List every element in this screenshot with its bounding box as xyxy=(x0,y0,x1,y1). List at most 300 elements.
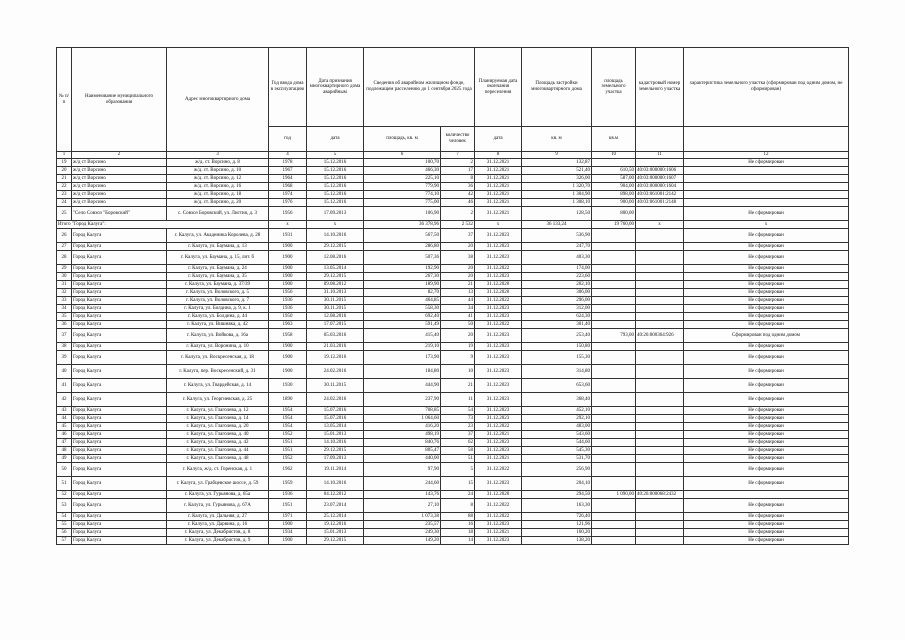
cell-land-area: 610,50 xyxy=(592,167,636,175)
cell-num: 20 xyxy=(57,167,72,175)
cell-num: 38 xyxy=(57,343,72,351)
cell-cadastral xyxy=(636,159,684,167)
cell-address: с. Совхоз Боровский, ул. Листия, д. 3 xyxy=(167,207,269,221)
col-number: 8 xyxy=(475,152,522,159)
cell-cadastral: 40:26:000364:926 xyxy=(636,329,684,343)
subheader-area: площадь, кв. м xyxy=(364,127,441,152)
table-row xyxy=(57,321,849,329)
cell-address: г. Калуга, ул. Глаголева, д. 12 xyxy=(167,407,269,415)
cell-cadastral xyxy=(636,343,684,351)
cell-plan: 31.12.2020 xyxy=(475,289,522,297)
cell-date: 14.10.2016 xyxy=(307,439,364,447)
cell-cadastral xyxy=(636,439,684,447)
cell-area: 805,47 xyxy=(364,447,441,455)
cell-year: 1936 xyxy=(269,305,307,313)
cell-people: 10 xyxy=(441,365,475,379)
total-date: x xyxy=(307,221,364,229)
cell-people: 58 xyxy=(441,447,475,455)
cell-area: 106,90 xyxy=(364,207,441,221)
cell-year: 1956 xyxy=(269,207,307,221)
table-row xyxy=(57,251,849,265)
column-number-row xyxy=(57,152,849,159)
cell-land-char: Не сформирован xyxy=(684,321,849,329)
cell-people: 20 xyxy=(441,329,475,343)
subheader-sqm: кв. м xyxy=(522,127,592,152)
cell-address: г. Калуга, ул. Дальняя, д. 27 xyxy=(167,513,269,521)
cell-date: 09.08.2012 xyxy=(307,281,364,289)
cell-land-char: Не сформирован xyxy=(684,297,849,305)
table-row xyxy=(57,431,849,439)
cell-area: 567,50 xyxy=(364,229,441,243)
cell-municipality: Город Калуга xyxy=(72,407,167,415)
col-number: 11 xyxy=(636,152,684,159)
cell-num: 36 xyxy=(57,321,72,329)
cell-num: 56 xyxy=(57,529,72,537)
header-address: Адрес многоквартирного дома xyxy=(167,48,269,152)
cell-area: 189,90 xyxy=(364,281,441,289)
cell-date: 15.01.2013 xyxy=(307,431,364,439)
cell-address: г. Калуга, ул. Воскресенская, д. 18 xyxy=(167,351,269,365)
cell-cadastral xyxy=(636,379,684,393)
cell-num: 37 xyxy=(57,329,72,343)
cell-people: 62 xyxy=(441,439,475,447)
cell-plan: 31.12.2022 xyxy=(475,463,522,477)
cell-address: ж/д. ст. Ворсино, д. 12 xyxy=(167,175,269,183)
cell-area: 237,90 xyxy=(364,393,441,407)
cell-municipality: Город Калуга xyxy=(72,463,167,477)
total-section xyxy=(57,221,849,229)
cell-plan: 31.12.2023 xyxy=(475,351,522,365)
table-row xyxy=(57,351,849,365)
header-building-area: Площадь застройки многоквартирного дома xyxy=(522,48,592,127)
cell-land-area: 793,00 xyxy=(592,329,636,343)
cell-year: 1900 xyxy=(269,343,307,351)
cell-land-char: Не сформирован xyxy=(684,265,849,273)
cell-land-char: Не сформирован xyxy=(684,431,849,439)
cell-date: 19.11.2014 xyxy=(307,463,364,477)
cell-cadastral xyxy=(636,431,684,439)
cell-date: 15.07.2016 xyxy=(307,407,364,415)
cell-building-area: 544,60 xyxy=(522,439,592,447)
cell-land-area xyxy=(592,281,636,289)
cell-land-area xyxy=(592,463,636,477)
cell-land-area: 900,00 xyxy=(592,199,636,207)
col-number: 2 xyxy=(72,152,167,159)
cell-municipality: Город Калуга xyxy=(72,477,167,491)
cell-num: 31 xyxy=(57,281,72,289)
cell-year: 1974 xyxy=(269,191,307,199)
cell-land-char xyxy=(684,191,849,199)
total-land-area: 19 760,00 xyxy=(592,221,636,229)
cell-cadastral xyxy=(636,407,684,415)
cell-address: г. Калуга, ул. Академика Королева, д. 28 xyxy=(167,229,269,243)
cell-land-char: Не сформирован xyxy=(684,207,849,221)
cell-address: г. Калуга, ул. Баумана, д. 37/39 xyxy=(167,281,269,289)
cell-land-char: Не сформирован xyxy=(684,423,849,431)
cell-plan: 31.12.2021 xyxy=(475,199,522,207)
cell-plan: 31.12.2023 xyxy=(475,415,522,423)
cell-year: 1936 xyxy=(269,297,307,305)
cell-plan: 31.12.2022 xyxy=(475,321,522,329)
cell-people: 13 xyxy=(441,289,475,297)
cell-date: 14.10.2016 xyxy=(307,229,364,243)
table-row xyxy=(57,167,849,175)
cell-building-area: 204,10 xyxy=(522,477,592,491)
cell-cadastral xyxy=(636,297,684,305)
table-row xyxy=(57,463,849,477)
header-year-built: Год ввода дома в эксплуатацию xyxy=(269,48,307,127)
cell-date: 14.10.2016 xyxy=(307,477,364,491)
cell-plan: 31.12.2023 xyxy=(475,305,522,313)
cell-num: 22 xyxy=(57,183,72,191)
cell-people: 17 xyxy=(441,167,475,175)
cell-municipality: Город Калуга xyxy=(72,513,167,521)
cell-area: 416,20 xyxy=(364,423,441,431)
cell-land-area xyxy=(592,265,636,273)
cell-municipality: Город Калуга xyxy=(72,329,167,343)
cell-municipality: Город Калуга xyxy=(72,491,167,499)
cell-land-area xyxy=(592,513,636,521)
table-row xyxy=(57,379,849,393)
cell-land-char: Не сформирован xyxy=(684,159,849,167)
cell-building-area: 403,30 xyxy=(522,251,592,265)
total-land-char: x xyxy=(684,221,849,229)
cell-land-char xyxy=(684,167,849,175)
cell-people: 88 xyxy=(441,513,475,521)
cell-num: 32 xyxy=(57,289,72,297)
cell-people: 54 xyxy=(441,407,475,415)
cell-plan: 31.12.2023 xyxy=(475,273,522,281)
cell-area: 692,40 xyxy=(364,313,441,321)
cell-area: 192,90 xyxy=(364,265,441,273)
cell-year: 1930 xyxy=(269,379,307,393)
cell-num: 51 xyxy=(57,477,72,491)
cell-num: 47 xyxy=(57,439,72,447)
cell-land-area xyxy=(592,499,636,513)
cell-address: ж/д. ст. Ворсино, д. 10 xyxy=(167,167,269,175)
cell-plan: 31.12.2021 xyxy=(475,175,522,183)
cell-date: 15.01.2013 xyxy=(307,529,364,537)
cell-address: г. Калуга, ул. Воловского, д. 7 xyxy=(167,297,269,305)
table-header xyxy=(57,48,849,159)
cell-date: 19.12.2016 xyxy=(307,351,364,365)
cell-num: 19 xyxy=(57,159,72,167)
cell-date: 21.03.2016 xyxy=(307,343,364,351)
col-number: 10 xyxy=(592,152,636,159)
cell-plan: 31.12.2023 xyxy=(475,393,522,407)
cell-area: 286,80 xyxy=(364,243,441,251)
cell-land-char: Не сформирован xyxy=(684,343,849,351)
cell-address: г. Калуга, ул. Глаголева, д. 42 xyxy=(167,439,269,447)
cell-people: 20 xyxy=(441,265,475,273)
cell-num: 54 xyxy=(57,513,72,521)
cell-num: 46 xyxy=(57,431,72,439)
cell-municipality: Город Калуга xyxy=(72,273,167,281)
cell-people: 41 xyxy=(441,313,475,321)
cell-address: г. Калуга, ул. Баумана, д. 15, лит. б xyxy=(167,251,269,265)
cell-plan: 31.12.2023 xyxy=(475,343,522,351)
cell-area: 143,76 xyxy=(364,491,441,499)
cell-num: 23 xyxy=(57,191,72,199)
cell-people: 36 xyxy=(441,183,475,191)
cell-people: 21 xyxy=(441,379,475,393)
cell-people: 14 xyxy=(441,537,475,545)
cell-building-area: 326,00 xyxy=(522,175,592,183)
cell-building-area: 536,90 xyxy=(522,229,592,243)
cell-date: 30.11.2015 xyxy=(307,297,364,305)
cell-plan: 31.12.2023 xyxy=(475,379,522,393)
cell-land-area xyxy=(592,289,636,297)
housing-register-table xyxy=(56,47,849,545)
cell-plan: 31.12.2021 xyxy=(475,183,522,191)
cell-area: 173,90 xyxy=(364,351,441,365)
cell-cadastral xyxy=(636,313,684,321)
cell-address: г. Калуга, ул. Грабцевское шоссе, д. 59 xyxy=(167,477,269,491)
cell-cadastral xyxy=(636,447,684,455)
cell-municipality: Город Калуга xyxy=(72,439,167,447)
cell-cadastral xyxy=(636,537,684,545)
cell-num: 35 xyxy=(57,313,72,321)
cell-date: 29.12.2015 xyxy=(307,273,364,281)
cell-address: г. Калуга, ул. Гвардейская, д. 14 xyxy=(167,379,269,393)
cell-address: г. Калуга, ул. Глаголева, д. 40 xyxy=(167,431,269,439)
cell-people: 20 xyxy=(441,273,475,281)
cell-people: 11 xyxy=(441,393,475,407)
cell-year: 1900 xyxy=(269,281,307,289)
col-number: 5 xyxy=(307,152,364,159)
cell-year: 1931 xyxy=(269,229,307,243)
cell-municipality: Город Калуга xyxy=(72,289,167,297)
cell-municipality: ж/д ст Ворсино xyxy=(72,159,167,167)
table-row xyxy=(57,297,849,305)
cell-year: 1971 xyxy=(269,513,307,521)
cell-land-area xyxy=(592,423,636,431)
cell-municipality: Город Калуга xyxy=(72,351,167,365)
total-row xyxy=(57,221,849,229)
cell-area: 774,10 xyxy=(364,191,441,199)
subheader-date: дата xyxy=(307,127,364,152)
cell-year: 1900 xyxy=(269,243,307,251)
header-info-fund: Сведения об аварийном жилищном фонде, подлежащем расселению до 1 сентября 2025 года xyxy=(364,48,475,127)
cell-land-area xyxy=(592,379,636,393)
table-row xyxy=(57,305,849,313)
cell-year: 1950 xyxy=(269,313,307,321)
cell-land-area xyxy=(592,365,636,379)
cell-date: 29.12.2015 xyxy=(307,537,364,545)
cell-people: 42 xyxy=(441,191,475,199)
cell-building-area: 121,96 xyxy=(522,521,592,529)
cell-area: 591,49 xyxy=(364,321,441,329)
cell-date: 17.09.2013 xyxy=(307,207,364,221)
table-row xyxy=(57,281,849,289)
cell-year: 1963 xyxy=(269,321,307,329)
cell-date: 29.12.2015 xyxy=(307,243,364,251)
cell-num: 30 xyxy=(57,273,72,281)
cell-people: 24 xyxy=(441,491,475,499)
cell-area: 27,10 xyxy=(364,499,441,513)
table-row xyxy=(57,499,849,513)
cell-cadastral: 40:03:000000:1604 xyxy=(636,183,684,191)
cell-date: 17.09.2013 xyxy=(307,455,364,463)
cell-municipality: Город Калуга xyxy=(72,313,167,321)
cell-date: 13.05.2014 xyxy=(307,265,364,273)
cell-municipality: Город Калуга xyxy=(72,423,167,431)
cell-plan: 31.12.2022 xyxy=(475,297,522,305)
col-number: 6 xyxy=(364,152,441,159)
cell-address: г. Калуга, ул. Гурьянова, д. 65а xyxy=(167,491,269,499)
header-date-emergency: Дата признания многоквартирного дома аварийным xyxy=(307,48,364,127)
cell-address: г. Калуга, ул. Баумана, д. 13 xyxy=(167,243,269,251)
cell-building-area: 296,00 xyxy=(522,297,592,305)
cell-land-char: Не сформирован xyxy=(684,281,849,289)
cell-num: 21 xyxy=(57,175,72,183)
cell-date: 15.12.2016 xyxy=(307,191,364,199)
subheader-blank-11 xyxy=(636,127,684,152)
cell-year: 1978 xyxy=(269,159,307,167)
cell-num: 27 xyxy=(57,243,72,251)
table-body-part1 xyxy=(57,159,849,221)
cell-municipality: Город Калуга xyxy=(72,305,167,313)
cell-area: 219,10 xyxy=(364,343,441,351)
cell-building-area: 521,40 xyxy=(522,167,592,175)
cell-building-area: 726,40 xyxy=(522,513,592,521)
cell-num: 24 xyxy=(57,199,72,207)
cell-date: 30.11.2015 xyxy=(307,305,364,313)
cell-year: 1900 xyxy=(269,351,307,365)
cell-cadastral: 40:26:000068:2432 xyxy=(636,491,684,499)
table-row xyxy=(57,175,849,183)
cell-address: г. Калуга, ул. Глаголева, д. 20 xyxy=(167,423,269,431)
cell-land-area: 904,00 xyxy=(592,183,636,191)
cell-year: 1951 xyxy=(269,439,307,447)
cell-people: 73 xyxy=(441,415,475,423)
cell-land-char: Не сформирован xyxy=(684,351,849,365)
cell-date: 15.12.2016 xyxy=(307,167,364,175)
cell-people: 5 xyxy=(441,463,475,477)
table-row xyxy=(57,447,849,455)
table-row xyxy=(57,183,849,191)
cell-plan: 31.12.2023 xyxy=(475,537,522,545)
cell-land-area xyxy=(592,343,636,351)
cell-land-area: 1 090,00 xyxy=(592,491,636,499)
cell-municipality: Город Калуга xyxy=(72,379,167,393)
cell-people: 37 xyxy=(441,229,475,243)
cell-date: 05.03.2016 xyxy=(307,329,364,343)
cell-land-area xyxy=(592,273,636,281)
cell-land-char: Не сформирован xyxy=(684,289,849,297)
cell-land-char: Не сформирован xyxy=(684,447,849,455)
cell-area: 235,57 xyxy=(364,521,441,529)
table-row xyxy=(57,365,849,379)
cell-area: 267,30 xyxy=(364,273,441,281)
total-building-area: 36 133,24 xyxy=(522,221,592,229)
cell-municipality: Город Калуга xyxy=(72,521,167,529)
cell-people: 51 xyxy=(441,455,475,463)
cell-land-char: Не сформирован xyxy=(684,229,849,243)
cell-address: г. Калуга, ул. Декабристов, д. 8 xyxy=(167,529,269,537)
cell-building-area: 452,10 xyxy=(522,407,592,415)
table-row xyxy=(57,159,849,167)
col-number: 7 xyxy=(441,152,475,159)
cell-land-char: Сформирован под одним домом xyxy=(684,329,849,343)
cell-cadastral xyxy=(636,499,684,513)
cell-address: г. Калуга, ж/д. ст. Горенская, д. 1 xyxy=(167,463,269,477)
total-people: 2 532 xyxy=(441,221,475,229)
cell-building-area: 247,70 xyxy=(522,243,592,251)
cell-land-area xyxy=(592,229,636,243)
cell-cadastral: 40:03:000000:1607 xyxy=(636,175,684,183)
cell-municipality: Город Калуга xyxy=(72,251,167,265)
cell-cadastral xyxy=(636,243,684,251)
cell-land-area xyxy=(592,431,636,439)
cell-building-area: 653,60 xyxy=(522,379,592,393)
cell-municipality: Город Калуга xyxy=(72,229,167,243)
cell-date: 23.07.2014 xyxy=(307,499,364,513)
cell-year: 1956 xyxy=(269,289,307,297)
cell-land-area xyxy=(592,477,636,491)
cell-num: 34 xyxy=(57,305,72,313)
cell-year: 1890 xyxy=(269,393,307,407)
cell-people: 44 xyxy=(441,297,475,305)
cell-address: г. Калуга, ул. Войкова, д. 16а xyxy=(167,329,269,343)
cell-plan: 31.12.2020 xyxy=(475,491,522,499)
cell-land-char xyxy=(684,491,849,499)
cell-plan: 31.12.2021 xyxy=(475,207,522,221)
cell-land-char: Не сформирован xyxy=(684,537,849,545)
cell-date: 30.11.2015 xyxy=(307,379,364,393)
cell-cadastral xyxy=(636,281,684,289)
cell-area: 779,90 xyxy=(364,183,441,191)
cell-land-area xyxy=(592,321,636,329)
cell-num: 41 xyxy=(57,379,72,393)
cell-area: 498,19 xyxy=(364,431,441,439)
cell-municipality: ж/д ст Ворсино xyxy=(72,183,167,191)
cell-building-area: 256,90 xyxy=(522,463,592,477)
cell-address: г. Калуга, ул. Георгиевская, д. 25 xyxy=(167,393,269,407)
cell-year: 1900 xyxy=(269,265,307,273)
cell-area: 466,30 xyxy=(364,167,441,175)
cell-building-area: 163,30 xyxy=(522,499,592,513)
cell-municipality: Город Калуга xyxy=(72,447,167,455)
cell-date: 15.12.2016 xyxy=(307,159,364,167)
cell-building-area: 545,30 xyxy=(522,447,592,455)
cell-year: 1967 xyxy=(269,167,307,175)
table-row xyxy=(57,207,849,221)
table-row xyxy=(57,513,849,521)
col-number: 4 xyxy=(269,152,307,159)
cell-num: 57 xyxy=(57,537,72,545)
cell-land-char: Не сформирован xyxy=(684,455,849,463)
cell-municipality: Город Калуга xyxy=(72,265,167,273)
cell-building-area: 624,30 xyxy=(522,313,592,321)
cell-year: 1976 xyxy=(269,199,307,207)
cell-date: 31.10.2013 xyxy=(307,289,364,297)
cell-cadastral xyxy=(636,273,684,281)
cell-num: 55 xyxy=(57,521,72,529)
cell-people: 38 xyxy=(441,251,475,265)
cell-num: 42 xyxy=(57,393,72,407)
total-year: x xyxy=(269,221,307,229)
cell-land-area xyxy=(592,251,636,265)
cell-people: 15 xyxy=(441,477,475,491)
cell-land-area xyxy=(592,537,636,545)
subheader-sqm2: кв.м xyxy=(592,127,636,152)
cell-cadastral xyxy=(636,521,684,529)
cell-plan: 31.12.2023 xyxy=(475,229,522,243)
cell-land-char: Не сформирован xyxy=(684,513,849,521)
cell-municipality: Город Калуга xyxy=(72,529,167,537)
cell-address: ж/д. ст. Ворсино, д. 18 xyxy=(167,191,269,199)
